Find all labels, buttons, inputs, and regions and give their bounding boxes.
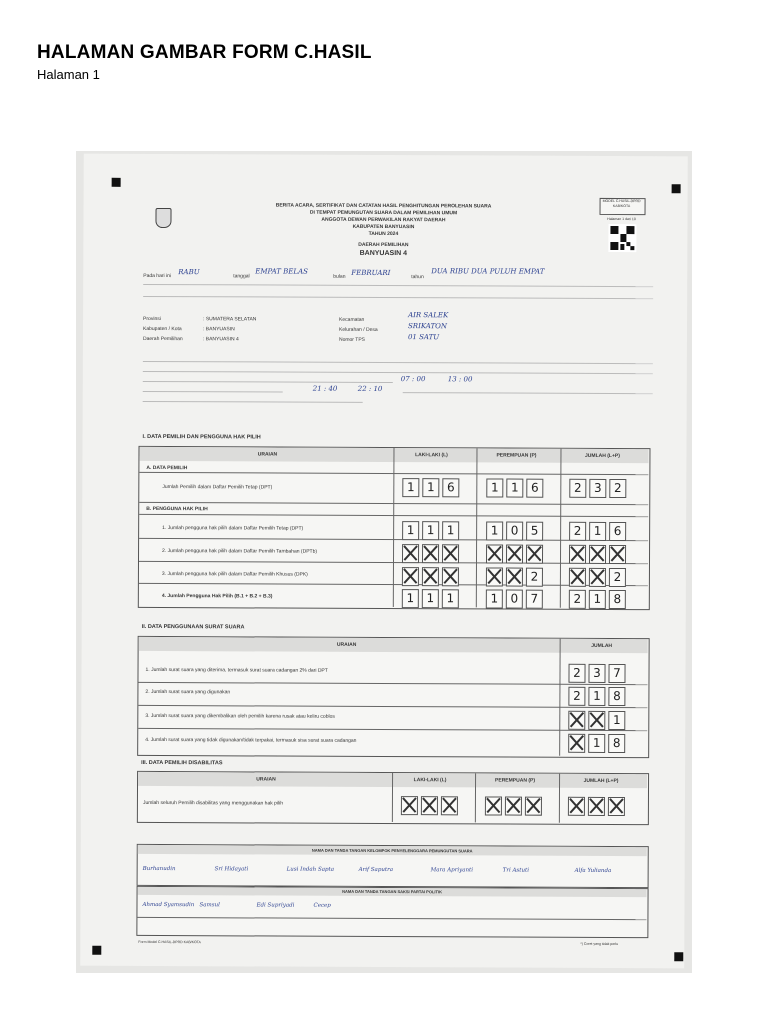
saksi-sign-title: NAMA DAN TANDA TANGAN SAKSI PARTAI POLITIK [342, 888, 442, 895]
text-line [143, 284, 653, 287]
s2-row1-label: 1. Jumlah surat suara yang diterima, termasuk surat suara cadangan 2% dari DPT [145, 666, 328, 674]
tps-label: Nomor TPS [338, 336, 366, 343]
row-b4-label: 4. Jumlah Pengguna Hak Pilih (B.1 + B.2 + B.3) [161, 593, 273, 600]
form-photo [76, 151, 692, 973]
tally-digit-cell: 2 [568, 687, 585, 706]
tally-digit-cell: 2 [609, 479, 626, 498]
tally-digit-cell [485, 796, 502, 815]
s3-row1-label: Jumlah seluruh Pemilih disabilitas yang menggunakan hak pilih [142, 799, 284, 807]
tally-digit-cell [525, 797, 542, 816]
tally-digit-cell: 1 [486, 589, 503, 608]
tally-digit-cell: 3 [588, 664, 605, 683]
kecamatan-label: Kecamatan [339, 316, 365, 323]
text-line [143, 361, 653, 364]
tally-digit-cell [589, 545, 606, 564]
saksi-signature: Samsul [199, 902, 220, 909]
form-heading-line: DI TEMPAT PEMUNGUTAN SUARA DALAM PEMILIHAN UMUM [309, 209, 458, 217]
daerah-value: BANYUASIN 4 [359, 249, 408, 258]
col-divider [559, 774, 560, 823]
kpps-signature: Mara Apriyanti [430, 867, 474, 874]
tally-digit-cell: 8 [608, 734, 625, 753]
tally-digit-cell [486, 544, 503, 563]
tally-digit-cell [569, 545, 586, 564]
tally-digit-cell: 3 [589, 479, 606, 498]
tally-digit-cell [442, 544, 459, 563]
tally-digit-cell [568, 797, 585, 816]
row-b2-label: 2. Jumlah pengguna hak pilih dalam Daftar Pemilih Tambahan (DPTb) [162, 548, 318, 555]
tally-digit-cell [608, 797, 625, 816]
tally-digit-cell [441, 796, 458, 815]
section-3-digits [84, 154, 688, 157]
kpps-signature: Burhanudin [142, 865, 176, 873]
tally-digit-cell: 1 [589, 590, 606, 609]
col-l: LAKI-LAKI (L) [415, 452, 448, 459]
tally-digit-cell: 7 [608, 664, 625, 683]
tally-digit-cell [505, 797, 522, 816]
tally-digit-cell: 1 [402, 589, 419, 608]
col-p: PEREMPUAN (P) [495, 777, 536, 784]
form-heading-line: KABUPATEN BANYUASIN [352, 223, 415, 231]
tally-digit-cell [568, 734, 585, 753]
tally-digit-cell: 1 [402, 478, 419, 497]
col-p: PEREMPUAN (P) [496, 452, 537, 459]
tally-digit-cell: 6 [526, 479, 543, 498]
col-total: JUMLAH [591, 642, 613, 649]
daerah-label: DAERAH PEMILIHAN [358, 241, 409, 249]
page-tag: Halaman 1 dari 10 [607, 216, 636, 222]
tally-digit-cell [589, 568, 606, 587]
tally-digit-cell [609, 545, 626, 564]
tally-digit-cell: 1 [486, 478, 503, 497]
hand-time-end: 13 : 00 [447, 375, 473, 384]
section-2-title: II. DATA PENGGUNAAN SURAT SUARA [141, 623, 245, 631]
tally-digit-cell: 8 [609, 590, 626, 609]
text-line [143, 381, 393, 383]
sub-a: A. DATA PEMILIH [146, 464, 188, 472]
text-line [143, 296, 653, 299]
page-subtitle: Halaman 1 [37, 67, 100, 82]
kpps-sign-title: NAMA DAN TANDA TANGAN KELOMPOK PENYELENGGARA PEMUNGUTAN SUARA [311, 847, 473, 854]
kabupaten-value: : BANYUASIN [202, 326, 235, 333]
kpu-logo [155, 208, 171, 228]
col-divider [392, 773, 393, 822]
section-1-title: I. DATA PEMILIH DAN PENGGUNA HAK PILIH [142, 433, 261, 441]
hand-finish-from: 21 : 40 [312, 384, 338, 393]
text-line [143, 371, 653, 374]
kabupaten-label: Kabupaten / Kota [142, 325, 182, 333]
tally-digit-cell [506, 545, 523, 564]
tally-digit-cell: 6 [442, 478, 459, 497]
row-dpt-label: Jumlah Pemilih dalam Daftar Pemilih Tetap (DPT) [162, 484, 273, 491]
tally-digit-cell [402, 544, 419, 563]
row-b3-label: 3. Jumlah pengguna hak pilih dalam Daftar Pemilih Khusus (DPK) [161, 571, 308, 578]
section-3-title: III. DATA PEMILIH DISABILITAS [141, 759, 223, 767]
tally-digit-cell: 1 [442, 521, 459, 540]
tally-digit-cell [526, 545, 543, 564]
form-heading-line: ANGGOTA DEWAN PERWAKILAN RAKYAT DAERAH [321, 216, 446, 224]
kpps-signature: Alfa Yulianda [574, 867, 612, 874]
col-total: JUMLAH (L+P) [585, 452, 620, 460]
tally-digit-cell [568, 711, 585, 730]
page-title: HALAMAN GAMBAR FORM C.HASIL [37, 42, 372, 63]
provinsi-value: : SUMATERA SELATAN [203, 316, 257, 323]
hand-bulan: FEBRUARI [351, 268, 391, 278]
footer-left: Form Model C.HASIL-DPRD KAB/KOTA [138, 939, 201, 945]
hand-kelurahan: SRIKATON [408, 322, 448, 331]
footer-right: *) Coret yang tidak perlu [580, 941, 619, 947]
kelurahan-label: Kelurahan / Desa [338, 326, 378, 333]
tally-digit-cell: 6 [609, 522, 626, 541]
tally-digit-cell [486, 567, 503, 586]
corner-mark [674, 952, 683, 961]
tally-digit-cell: 1 [588, 734, 605, 753]
tally-digit-cell: 1 [402, 521, 419, 540]
tally-digit-cell: 0 [506, 522, 523, 541]
tally-digit-cell [402, 567, 419, 586]
form-heading-line: BERITA ACARA, SERTIFIKAT DAN CATATAN HASIL PENGHITUNGAN PEROLEHAN SUARA [275, 202, 492, 210]
tally-digit-cell: 0 [506, 590, 523, 609]
qr-code [608, 224, 636, 252]
corner-mark [112, 178, 121, 187]
tally-digit-cell: 7 [526, 590, 543, 609]
sub-b: B. PENGGUNA HAK PILIH [146, 505, 208, 513]
form-heading-line: TAHUN 2024 [368, 230, 399, 238]
kpps-signature: Lusi Indah Sapta [286, 866, 335, 873]
tally-digit-cell: 1 [422, 521, 439, 540]
tally-digit-cell: 1 [588, 687, 605, 706]
col-uraian: URAIAN [257, 451, 278, 458]
kpps-signature: Tri Astuti [502, 867, 529, 874]
hand-tanggal: EMPAT BELAS [255, 267, 308, 276]
row-b1-label: 1. Jumlah pengguna hak pilih dalam Daftar Pemilih Tetap (DPT) [162, 525, 304, 532]
model-tag-text: MODEL C.HASIL-DPRD KAB/KOTA [602, 198, 641, 208]
tally-digit-cell: 1 [506, 479, 523, 498]
text-line [403, 392, 653, 394]
tally-digit-cell [401, 796, 418, 815]
corner-mark [672, 184, 681, 193]
tally-digit-cell [588, 797, 605, 816]
col-uraian: URAIAN [336, 641, 357, 648]
hand-tahun: DUA RIBU DUA PULUH EMPAT [431, 267, 545, 276]
tally-digit-cell: 1 [442, 589, 459, 608]
tally-digit-cell [422, 544, 439, 563]
corner-mark [92, 946, 101, 955]
s2-row4-label: 4. Jumlah surat suara yang tidak digunakan/tidak terpakai, termasuk sisa surat suara cadangan [145, 736, 357, 744]
tally-digit-cell: 2 [609, 568, 626, 587]
kpps-signature: Sri Hidayati [214, 866, 249, 873]
col-total: JUMLAH (L+P) [583, 777, 619, 785]
intro-line: Pada hari ini [143, 272, 172, 280]
intro-line: tanggal [233, 273, 250, 280]
tally-digit-cell: 2 [569, 522, 586, 541]
s2-row2-label: 2. Jumlah surat suara yang digunakan [145, 688, 231, 696]
tally-digit-cell: 1 [422, 478, 439, 497]
saksi-signature: Edi Supriyadi [256, 902, 295, 909]
hand-finish-to: 22 : 10 [357, 384, 383, 393]
tally-digit-cell: 5 [526, 522, 543, 541]
saksi-signature: Cecep [313, 902, 331, 909]
intro-line: tahun [411, 274, 424, 281]
tally-digit-cell [421, 796, 438, 815]
dapil-label: Daerah Pemilihan [142, 335, 183, 343]
tally-digit-cell: 1 [589, 522, 606, 541]
text-line [143, 401, 363, 403]
saksi-signature: Ahmad Syamsudin [142, 901, 195, 909]
hand-hari: RABU [178, 268, 200, 277]
hand-time-start: 07 : 00 [400, 375, 426, 384]
col-uraian: URAIAN [256, 776, 276, 783]
form-sheet [80, 154, 688, 969]
tally-digit-cell: 8 [608, 687, 625, 706]
tally-digit-cell [422, 567, 439, 586]
dapil-value: : BANYUASIN 4 [202, 336, 239, 343]
tally-digit-cell: 1 [608, 711, 625, 730]
tally-digit-cell: 2 [569, 479, 586, 498]
intro-line: bulan [333, 273, 346, 280]
hand-kecamatan: AIR SALEK [408, 311, 449, 320]
provinsi-label: Provinsi [143, 315, 161, 323]
tally-digit-cell [506, 568, 523, 587]
kpps-signature: Arif Saputra [358, 866, 394, 874]
tally-digit-cell: 2 [526, 568, 543, 587]
s2-row3-label: 3. Jumlah surat suara yang dikembalikan oleh pemilih karena rusak atau keliru coblos [145, 712, 335, 720]
tally-digit-cell: 2 [568, 664, 585, 683]
tally-digit-cell: 1 [422, 589, 439, 608]
tally-digit-cell: 2 [569, 590, 586, 609]
tally-digit-cell: 1 [486, 521, 503, 540]
col-divider [475, 773, 476, 822]
hand-tps: 01 SATU [407, 333, 440, 342]
text-line [143, 391, 283, 393]
tally-digit-cell [442, 567, 459, 586]
tally-digit-cell [588, 711, 605, 730]
tally-digit-cell [569, 568, 586, 587]
col-l: LAKI-LAKI (L) [413, 777, 447, 784]
